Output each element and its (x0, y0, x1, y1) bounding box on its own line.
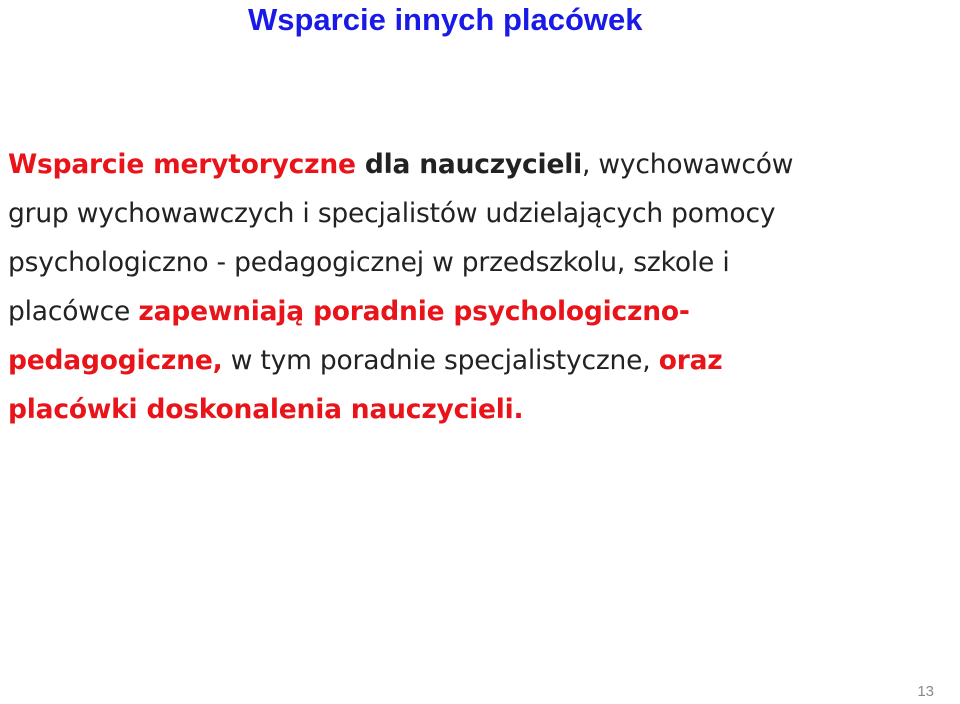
body-line-1 (8, 140, 958, 189)
body-line-2: grup wychowawczych i specjalistów udzielających pomocy (8, 198, 776, 229)
emphasis-text: Wsparcie merytoryczne (8, 149, 356, 180)
body-text: , wychowawców (581, 149, 794, 180)
body-line-6: placówki doskonalenia nauczycieli. (8, 394, 524, 425)
emphasis-text: pedagogiczne, (8, 345, 223, 376)
body-line-3: psychologiczno - pedagogicznej w przedszkolu, szkole i (8, 247, 730, 278)
emphasis-text: zapewniają poradnie psychologiczno- (138, 296, 690, 327)
body-text: w tym poradnie specjalistyczne, (222, 345, 659, 376)
emphasis-text: oraz (658, 345, 723, 376)
body-text: placówce (8, 296, 139, 327)
slide-title: Wsparcie innych placówek (248, 2, 643, 37)
body-line-5 (8, 336, 958, 385)
body-line-4 (8, 287, 958, 336)
bold-text: dla nauczycieli (355, 149, 582, 180)
slide-body (8, 140, 958, 434)
page-number: 13 (917, 683, 934, 700)
